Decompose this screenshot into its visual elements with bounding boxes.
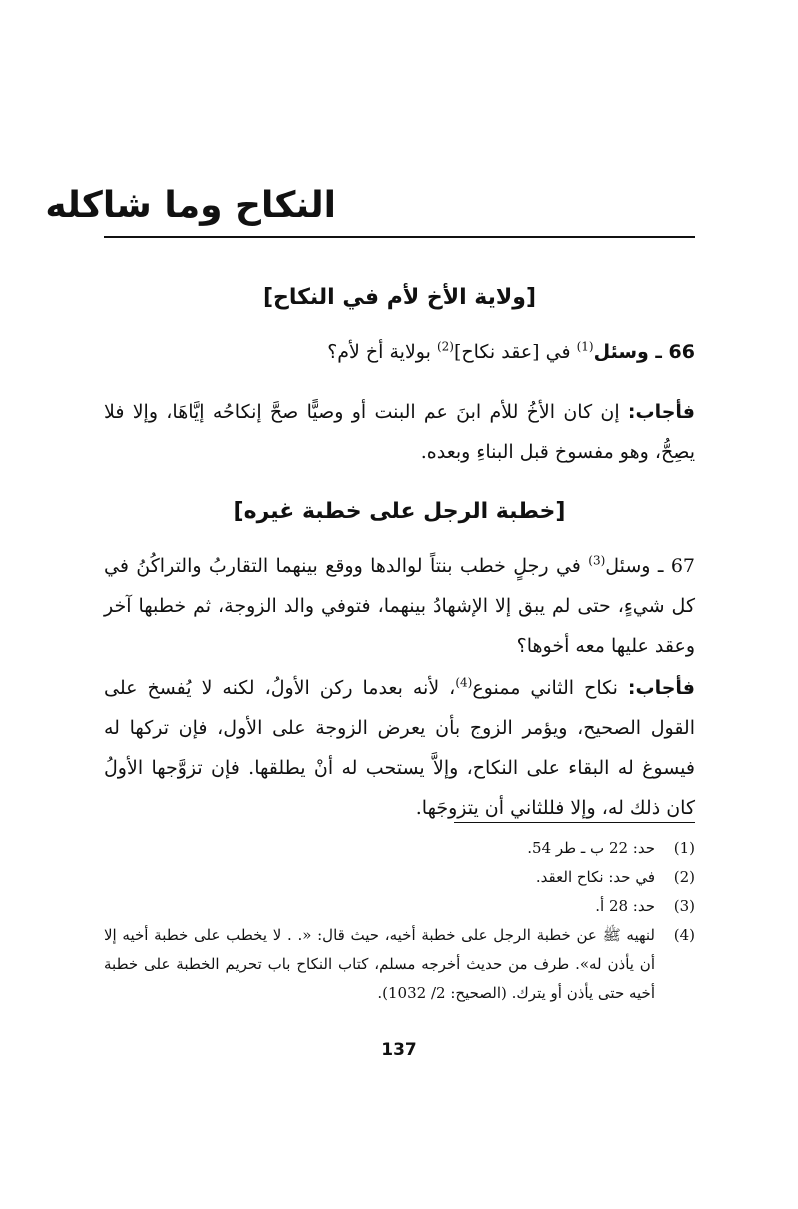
footnote-text: في حد: نكاح العقد. — [535, 868, 655, 886]
footnote-ref-1[interactable]: (1) — [576, 339, 594, 354]
answer-67-text: ، لأنه بعدما ركن الأولُ، لكنه لا يُفسخ على القول الصحيح، ويؤمر الزوج بأن يعرض الزوجة على الأول، فإن تركها له فيسوغ له البقاء على النكاح، وإلاَّ يستحب له أنْ يطلقها. فإن تزوَّجها الأولُ كان ذلك له، وإلا فللثاني أن يتزوجَها. — [104, 677, 695, 819]
section-heading-1: [ولاية الأخ لأم في النكاح] — [262, 285, 537, 310]
footnote-number: (4) — [673, 926, 695, 944]
footnote-4 — [104, 921, 695, 1008]
chapter-title: النكاح وما شاكله — [45, 185, 336, 226]
chapter-title-rule — [104, 236, 695, 238]
question-66-lead: 66 ـ وسئل — [593, 341, 695, 363]
footnote-3 — [104, 892, 695, 921]
footnote-text: حد: 28 أ. — [595, 897, 655, 915]
footnote-2 — [104, 863, 695, 892]
answer-67-lead: نكاح الثاني ممنوع — [472, 677, 628, 699]
question-67-lead: 67 ـ وسئل — [605, 555, 695, 577]
footnote-ref-3[interactable]: (3) — [588, 553, 606, 568]
question-66 — [104, 332, 695, 372]
footnotes-list — [104, 834, 695, 1008]
section-heading-2: [خطبة الرجل على خطبة غيره] — [233, 499, 566, 524]
footnote-text: لنهيه ﷺ عن خطبة الرجل على خطبة أخيه، حيث قال: «. . لا يخطب على خطبة أخيه إلا أن يأذن له». طرف من حديث أخرجه مسلم، كتاب النكاح باب تحريم الخطبة على خطبة أخيه حتى يأذن أو يترك. (الصحيح: 2/ 1032). — [104, 926, 655, 1002]
question-67 — [104, 546, 695, 666]
answer-66 — [104, 392, 695, 472]
page-number: 137 — [381, 1040, 417, 1060]
footnote-text: حد: 22 ب ـ طر 54. — [527, 839, 655, 857]
footnote-number: (2) — [673, 868, 695, 886]
question-66-mid: في [عقد نكاح] — [453, 341, 577, 363]
answer-66-text: إن كان الأخُ للأم ابنَ عم البنت أو وصيًّا صحَّ إنكاحُه إيَّاهَا، وإلا فلا يصِحُّ، وهو مفسوخ قبل البناءِ وبعده. — [104, 401, 695, 463]
footnote-ref-4[interactable]: (4) — [455, 675, 473, 690]
footnote-number: (3) — [673, 897, 695, 915]
question-66-rest: بولاية أخ لأم؟ — [327, 341, 437, 363]
footnote-number: (1) — [673, 839, 695, 857]
footnote-1 — [104, 834, 695, 863]
footnote-ref-2[interactable]: (2) — [436, 339, 454, 354]
answer-67-label: فأجاب: — [627, 677, 695, 699]
answer-66-label: فأجاب: — [627, 401, 695, 423]
footnote-separator — [454, 822, 695, 823]
answer-67 — [104, 668, 695, 828]
question-67-rest: في رجلٍ خطب بنتاً لوالدها ووقع بينهما التقاربُ والتراكُنُ في كل شيءٍ، حتى لم يبق إلا الإشهادُ بينهما، فتوفي والد الزوجة، ثم خطبها آخر وعقد عليها معه أخوها؟ — [104, 555, 695, 657]
